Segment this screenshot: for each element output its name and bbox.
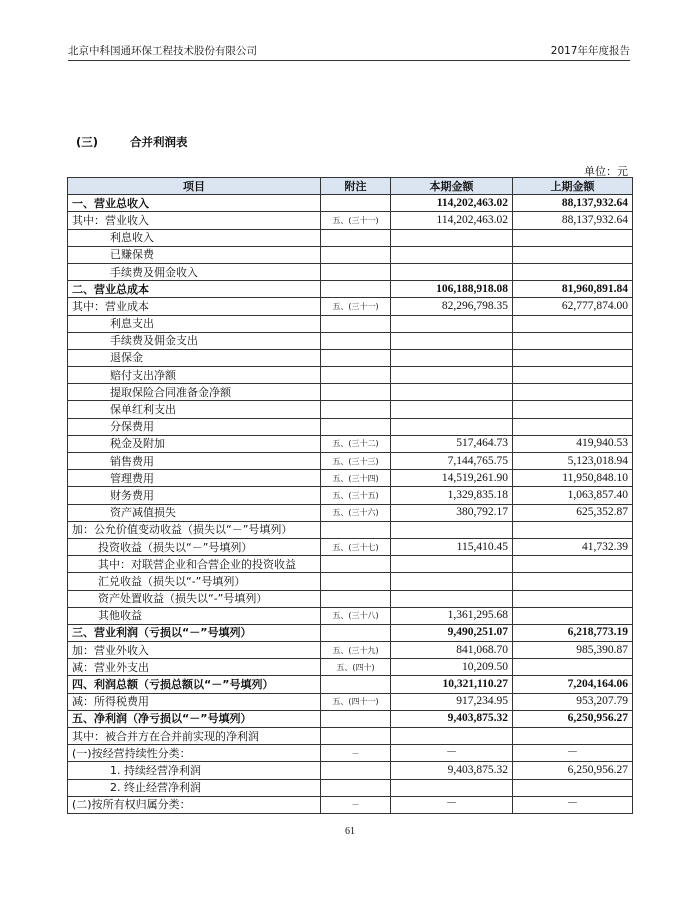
row-prior-amount: 1,063,857.40 (513, 487, 633, 504)
section-number: (三) (76, 135, 99, 149)
row-note (321, 384, 391, 401)
row-item-label: 三、营业利润（亏损以“－”号填列） (68, 624, 321, 641)
row-note (321, 676, 391, 693)
row-item-label: 资产减值损失 (68, 504, 321, 521)
table-row (68, 745, 633, 762)
row-current-amount (391, 418, 513, 435)
table-row (68, 435, 633, 452)
table-body (68, 195, 633, 814)
table-row (68, 401, 633, 418)
row-item-label: 其中：对联营企业和合营企业的投资收益 (68, 556, 321, 573)
income-statement-table (67, 177, 633, 814)
row-note (321, 246, 391, 263)
table-row (68, 573, 633, 590)
table-row (68, 521, 633, 538)
page-header (68, 40, 630, 61)
row-prior-amount (513, 556, 633, 573)
table-row (68, 624, 633, 641)
row-prior-amount (513, 315, 633, 332)
table-row (68, 538, 633, 555)
row-current-amount: 917,234.95 (391, 693, 513, 710)
row-item-label: 保单红利支出 (68, 401, 321, 418)
row-item-label: 管理费用 (68, 470, 321, 487)
row-prior-amount: 88,137,932.64 (513, 195, 633, 212)
table-row (68, 710, 633, 727)
row-note: 五、(三十五) (321, 487, 391, 504)
row-prior-amount (513, 332, 633, 349)
row-note (321, 590, 391, 607)
row-item-label: 减：所得税费用 (68, 693, 321, 710)
row-note (321, 779, 391, 796)
row-note (321, 418, 391, 435)
row-prior-amount: 953,207.79 (513, 693, 633, 710)
row-current-amount (391, 728, 513, 745)
row-current-amount: 82,296,798.35 (391, 298, 513, 315)
row-current-amount: 9,403,875.32 (391, 710, 513, 727)
row-item-label: 资产处置收益（损失以“-”号填列） (68, 590, 321, 607)
table-header-row (68, 178, 633, 195)
row-prior-amount: 625,352.87 (513, 504, 633, 521)
row-note (321, 263, 391, 280)
row-note (321, 195, 391, 212)
row-note (321, 229, 391, 246)
row-prior-amount (513, 229, 633, 246)
table-row (68, 659, 633, 676)
row-prior-amount: 7,204,164.06 (513, 676, 633, 693)
row-current-amount (391, 401, 513, 418)
table-row (68, 246, 633, 263)
table-row (68, 418, 633, 435)
row-prior-amount: 985,390.87 (513, 642, 633, 659)
row-prior-amount (513, 728, 633, 745)
row-current-amount (391, 384, 513, 401)
row-current-amount (391, 349, 513, 366)
row-note: 五、(三十七) (321, 538, 391, 555)
row-prior-amount: － (513, 745, 633, 762)
row-prior-amount (513, 401, 633, 418)
row-prior-amount: 6,218,773.19 (513, 624, 633, 641)
section-title: 合并利润表 (130, 135, 188, 149)
table-row (68, 779, 633, 796)
row-item-label: 2. 终止经营净利润 (68, 779, 321, 796)
table-row (68, 693, 633, 710)
row-prior-amount (513, 246, 633, 263)
row-item-label: 退保金 (68, 349, 321, 366)
row-current-amount (391, 246, 513, 263)
row-prior-amount (513, 349, 633, 366)
row-item-label: 手续费及佣金支出 (68, 332, 321, 349)
row-current-amount (391, 573, 513, 590)
column-header-current: 本期金额 (391, 178, 513, 195)
row-prior-amount: 5,123,018.94 (513, 453, 633, 470)
row-prior-amount (513, 384, 633, 401)
row-item-label: 其中：营业收入 (68, 212, 321, 229)
row-note (321, 367, 391, 384)
row-item-label: 四、利润总额（亏损总额以“－”号填列） (68, 676, 321, 693)
row-item-label: 手续费及佣金收入 (68, 263, 321, 280)
row-prior-amount: 419,940.53 (513, 435, 633, 452)
row-item-label: 二、营业总成本 (68, 281, 321, 298)
row-item-label: 利息支出 (68, 315, 321, 332)
row-note: 五、(三十八) (321, 607, 391, 624)
table-row (68, 676, 633, 693)
row-prior-amount (513, 367, 633, 384)
row-item-label: 加：营业外收入 (68, 642, 321, 659)
row-note (321, 349, 391, 366)
company-name: 北京中科国通环保工程技术股份有限公司 (68, 45, 257, 57)
row-prior-amount (513, 590, 633, 607)
row-item-label: 一、营业总收入 (68, 195, 321, 212)
unit-label: 单位：元 (584, 165, 628, 178)
row-prior-amount (513, 521, 633, 538)
row-note (321, 315, 391, 332)
row-note (321, 573, 391, 590)
row-current-amount: 1,329,835.18 (391, 487, 513, 504)
row-current-amount: 380,792.17 (391, 504, 513, 521)
table-row (68, 384, 633, 401)
table-row (68, 298, 633, 315)
row-current-amount: 14,519,261.90 (391, 470, 513, 487)
row-current-amount: 10,321,110.27 (391, 676, 513, 693)
row-current-amount: 517,464.73 (391, 435, 513, 452)
row-note: 五、(四十) (321, 659, 391, 676)
table-row (68, 349, 633, 366)
table-row (68, 728, 633, 745)
row-note: 五、(三十二) (321, 435, 391, 452)
row-item-label: 其他收益 (68, 607, 321, 624)
row-prior-amount (513, 659, 633, 676)
row-prior-amount (513, 418, 633, 435)
row-current-amount (391, 521, 513, 538)
row-item-label: 五、净利润（净亏损以“－”号填列） (68, 710, 321, 727)
row-prior-amount: 62,777,874.00 (513, 298, 633, 315)
row-item-label: 汇兑收益（损失以“-”号填列） (68, 573, 321, 590)
row-note (321, 762, 391, 779)
row-item-label: 减：营业外支出 (68, 659, 321, 676)
row-prior-amount (513, 263, 633, 280)
row-current-amount: 9,490,251.07 (391, 624, 513, 641)
table-row (68, 263, 633, 280)
row-current-amount: － (391, 796, 513, 813)
row-note: 五、(四十一) (321, 693, 391, 710)
row-prior-amount: 11,950,848.10 (513, 470, 633, 487)
table-row (68, 590, 633, 607)
row-note: 五、(三十九) (321, 642, 391, 659)
row-note (321, 556, 391, 573)
row-item-label: 提取保险合同准备金净额 (68, 384, 321, 401)
row-item-label: 赔付支出净额 (68, 367, 321, 384)
row-note: 五、(三十六) (321, 504, 391, 521)
row-prior-amount: － (513, 796, 633, 813)
row-current-amount (391, 779, 513, 796)
row-note: 五、(三十三) (321, 453, 391, 470)
table-row (68, 796, 633, 813)
row-current-amount: 9,403,875.32 (391, 762, 513, 779)
table-row (68, 642, 633, 659)
row-note (321, 332, 391, 349)
table-row (68, 556, 633, 573)
row-prior-amount: 6,250,956.27 (513, 710, 633, 727)
row-prior-amount: 6,250,956.27 (513, 762, 633, 779)
row-note: － (321, 796, 391, 813)
table-row (68, 762, 633, 779)
table-row (68, 504, 633, 521)
row-note: 五、(三十一) (321, 212, 391, 229)
row-item-label: 利息收入 (68, 229, 321, 246)
row-item-label: 分保费用 (68, 418, 321, 435)
row-item-label: 加：公允价值变动收益（损失以“－”号填列） (68, 521, 321, 538)
row-note (321, 624, 391, 641)
row-current-amount: 841,068.70 (391, 642, 513, 659)
row-item-label: 1. 持续经营净利润 (68, 762, 321, 779)
row-current-amount: 114,202,463.02 (391, 195, 513, 212)
section-heading (76, 134, 188, 150)
table-row (68, 281, 633, 298)
column-header-item: 项目 (68, 178, 321, 195)
row-item-label: 财务费用 (68, 487, 321, 504)
row-item-label: (一)按经营持续性分类： (68, 745, 321, 762)
row-current-amount (391, 229, 513, 246)
table-row (68, 470, 633, 487)
row-note (321, 281, 391, 298)
table-row (68, 487, 633, 504)
row-prior-amount (513, 607, 633, 624)
row-current-amount (391, 332, 513, 349)
row-prior-amount: 88,137,932.64 (513, 212, 633, 229)
row-note (321, 728, 391, 745)
row-current-amount: 1,361,295.68 (391, 607, 513, 624)
page-number: 61 (345, 826, 355, 837)
table-row (68, 195, 633, 212)
table-row (68, 607, 633, 624)
row-current-amount: 10,209.50 (391, 659, 513, 676)
row-prior-amount (513, 573, 633, 590)
row-item-label: 投资收益（损失以“－”号填列） (68, 538, 321, 555)
row-current-amount: 7,144,765.75 (391, 453, 513, 470)
table-row (68, 332, 633, 349)
report-title: 2017年年度报告 (550, 45, 630, 57)
row-note: 五、(三十一) (321, 298, 391, 315)
table-row (68, 367, 633, 384)
row-note: 五、(三十四) (321, 470, 391, 487)
row-item-label: (二)按所有权归属分类： (68, 796, 321, 813)
row-item-label: 已赚保费 (68, 246, 321, 263)
table-row (68, 229, 633, 246)
table-row (68, 212, 633, 229)
row-current-amount (391, 263, 513, 280)
row-note (321, 521, 391, 538)
column-header-prior: 上期金额 (513, 178, 633, 195)
row-current-amount: － (391, 745, 513, 762)
row-current-amount: 114,202,463.02 (391, 212, 513, 229)
row-note: － (321, 745, 391, 762)
row-current-amount (391, 315, 513, 332)
column-header-note: 附注 (321, 178, 391, 195)
row-current-amount: 106,188,918.08 (391, 281, 513, 298)
row-note (321, 401, 391, 418)
table-row (68, 315, 633, 332)
row-note (321, 710, 391, 727)
row-prior-amount (513, 779, 633, 796)
row-item-label: 税金及附加 (68, 435, 321, 452)
table-row (68, 453, 633, 470)
row-current-amount (391, 590, 513, 607)
row-item-label: 其中：被合并方在合并前实现的净利润 (68, 728, 321, 745)
row-item-label: 其中：营业成本 (68, 298, 321, 315)
row-item-label: 销售费用 (68, 453, 321, 470)
row-prior-amount: 81,960,891.84 (513, 281, 633, 298)
row-prior-amount: 41,732.39 (513, 538, 633, 555)
row-current-amount (391, 367, 513, 384)
row-current-amount (391, 556, 513, 573)
row-current-amount: 115,410.45 (391, 538, 513, 555)
